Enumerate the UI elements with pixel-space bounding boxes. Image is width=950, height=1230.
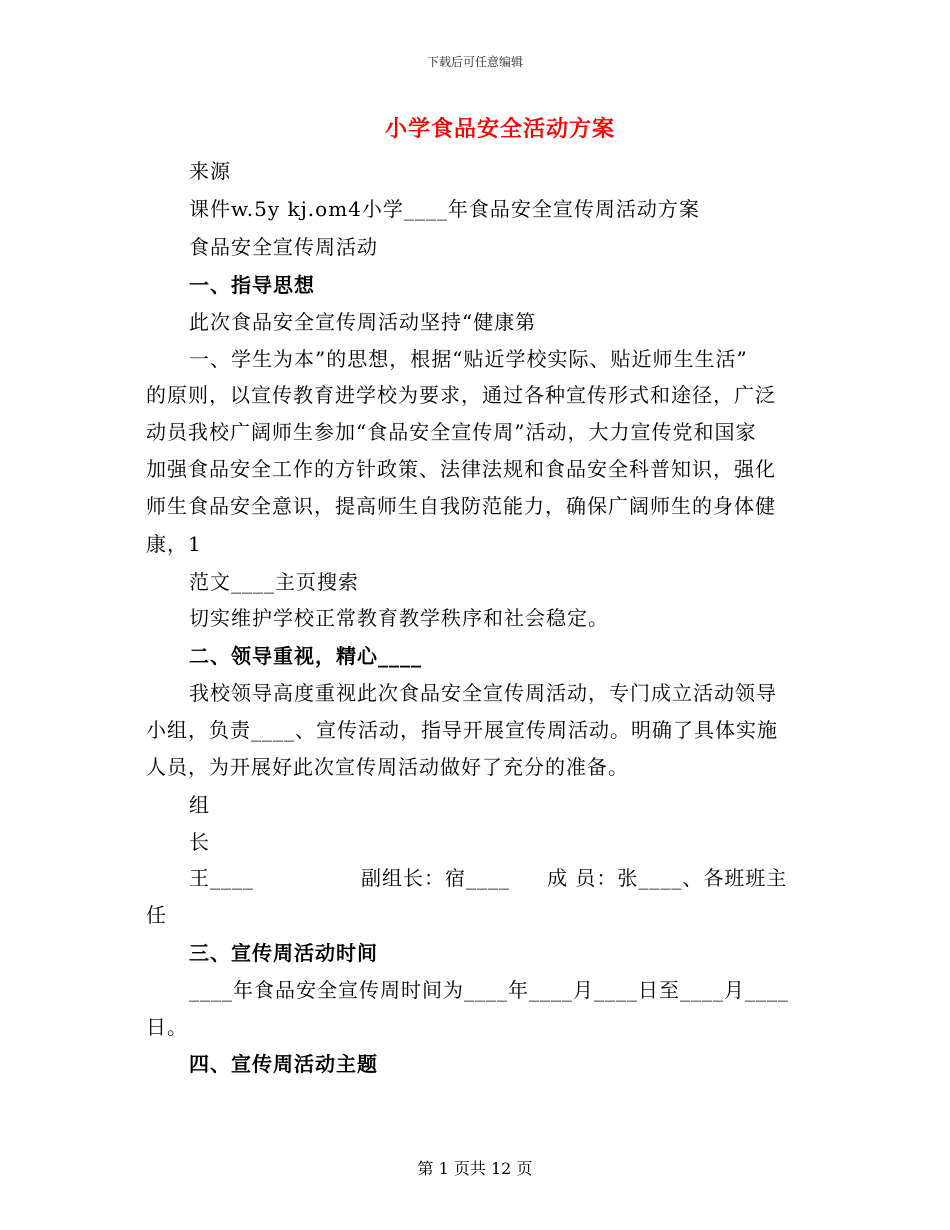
paragraph-line: 长: [189, 830, 210, 854]
paragraph-line: 人员，为开展好此次宣传周活动做好了充分的准备。: [146, 755, 629, 779]
paragraph-line: 切实维护学校正常教育教学秩序和社会稳定。: [189, 606, 609, 630]
group-leader: 王____: [189, 866, 254, 890]
document-title: 小学食品安全活动方案: [384, 116, 615, 142]
paragraph-line: 小组，负责____、宣传活动，指导开展宣传周活动。明确了具体实施: [146, 718, 778, 742]
paragraph-line: 来源: [189, 159, 231, 183]
paragraph-line: 的原则，以宣传教育进学校为要求，通过各种宣传形式和途径，广泛: [146, 383, 776, 407]
paragraph-line: 一、学生为本”的思想，根据“贴近学校实际、贴近师生生活”: [189, 347, 748, 371]
paragraph-line: 食品安全宣传周活动: [189, 235, 378, 259]
section-heading-4: 四、宣传周活动主题: [189, 1052, 378, 1076]
paragraph-line: 动员我校广阔师生参加“食品安全宣传周”活动，大力宣传党和国家: [146, 420, 757, 444]
paragraph-line: 组: [189, 793, 210, 817]
paragraph-line: 课件w.5y kj.om4小学____年食品安全宣传周活动方案: [189, 197, 700, 221]
paragraph-line: 日。: [146, 1015, 188, 1039]
paragraph-line: 康，1: [146, 532, 202, 556]
section-heading-2: 二、领导重视，精心____: [189, 644, 422, 668]
section-heading-1: 一、指导思想: [189, 273, 315, 297]
section-heading-3: 三、宣传周活动时间: [189, 941, 378, 965]
page-footer: 第 1 页共 12 页: [417, 1159, 533, 1178]
paragraph-line: ____年食品安全宣传周时间为____年____月____日至____月____: [189, 978, 789, 1002]
page-header-note: 下载后可任意编辑: [426, 55, 523, 69]
paragraph-line: 加强食品安全工作的方针政策、法律法规和食品安全科普知识，强化: [146, 457, 776, 481]
paragraph-line: 此次食品安全宣传周活动坚持“健康第: [189, 310, 537, 334]
paragraph-line: 范文____主页搜索: [189, 570, 359, 594]
group-members: 成 员：张____、各班班主: [547, 866, 788, 890]
paragraph-line: 任: [146, 903, 167, 927]
paragraph-line: 师生食品安全意识，提高师生自我防范能力，确保广阔师生的身体健: [146, 494, 776, 518]
deputy-group-leader: 副组长：宿____: [361, 866, 510, 890]
paragraph-line: 我校领导高度重视此次食品安全宣传周活动，专门成立活动领导: [189, 681, 777, 705]
